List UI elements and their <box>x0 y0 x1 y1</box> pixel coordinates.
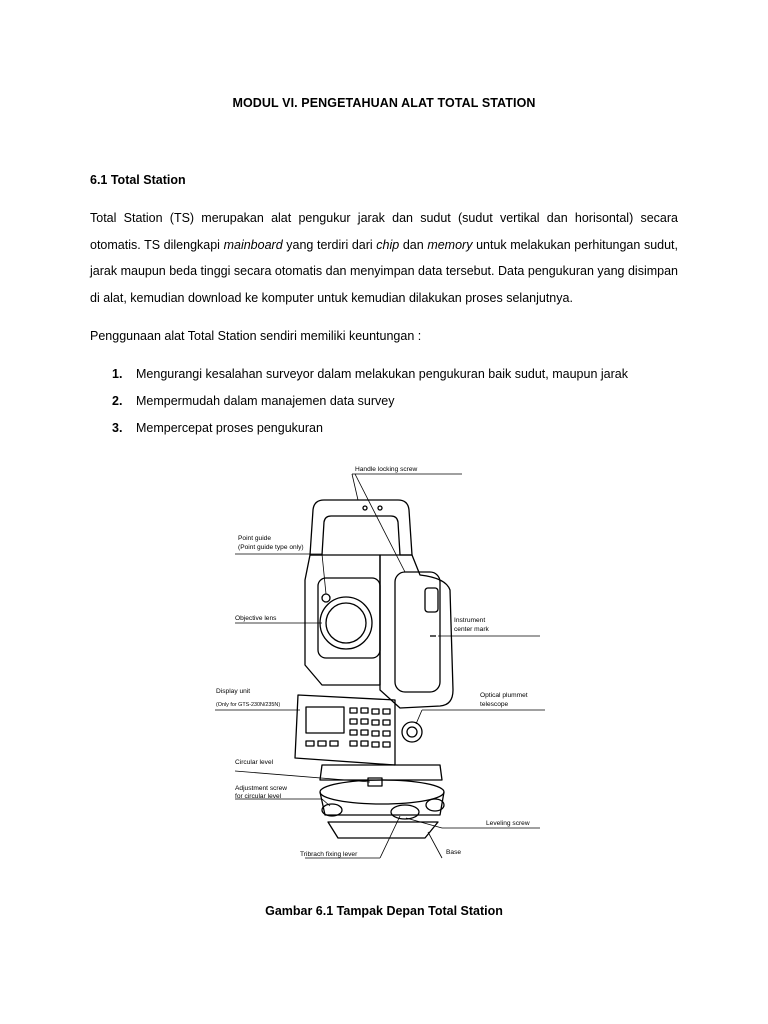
label-circular-level: Circular level <box>235 759 274 766</box>
label-point-guide: Point guide <box>238 535 271 542</box>
list-number: 2. <box>112 394 123 408</box>
list-text: Mengurangi kesalahan surveyor dalam melakukan pengukuran baik sudut, maupun jarak <box>136 367 628 381</box>
leveling-screw-front-shape <box>391 805 419 819</box>
label-objective-lens: Objective lens <box>235 615 277 622</box>
label-instrument-center-mark: Instrument <box>454 617 486 624</box>
optical-plummet-inner-shape <box>407 727 417 737</box>
advantages-lead: Penggunaan alat Total Station sendiri memiliki keuntungan : <box>90 329 422 343</box>
handle-shape <box>310 500 412 555</box>
intro-paragraph <box>90 205 678 311</box>
point-guide-shape <box>322 594 330 602</box>
label-handle-locking-screw: Handle locking screw <box>355 466 418 473</box>
advantages-list <box>112 366 628 447</box>
label-tribrach-fixing-lever: Tribrach fixing lever <box>300 851 358 858</box>
optical-plummet-shape <box>402 722 422 742</box>
list-item <box>112 420 628 447</box>
handle-screw-mark <box>378 506 382 510</box>
label-adjustment-screw: Adjustment screw <box>235 785 288 792</box>
list-text: Mempermudah dalam manajemen data survey <box>136 394 395 408</box>
right-standard-shape <box>380 555 453 708</box>
figure-caption: Gambar 6.1 Tampak Depan Total Station <box>265 904 503 918</box>
paragraph-text: Total Station (TS) merupakan alat pengukur jarak dan sudut (sudut vertikal dan horisontal) secara otomatis. TS dilengkapi <box>90 211 678 252</box>
label-leveling-screw: Leveling screw <box>486 820 530 827</box>
section-heading: 6.1 Total Station <box>90 173 186 187</box>
list-text: Mempercepat proses pengukuran <box>136 421 323 435</box>
left-standard-shape <box>305 555 380 685</box>
brand-badge-shape <box>425 588 438 612</box>
label-instrument-center-mark-2: center mark <box>454 626 489 633</box>
objective-lens-inner-shape <box>326 603 366 643</box>
label-display-unit: Display unit <box>216 688 251 695</box>
label-optical-plummet-2: telescope <box>480 701 509 708</box>
paragraph-emphasis: chip <box>376 237 400 252</box>
label-point-guide-note: (Point guide type only) <box>238 544 304 551</box>
circular-level-shape <box>368 778 382 786</box>
objective-lens-shape <box>320 597 372 649</box>
handle-screw-mark <box>363 506 367 510</box>
list-item <box>112 366 628 393</box>
label-optical-plummet: Optical plummet <box>480 692 528 699</box>
list-number: 1. <box>112 367 123 381</box>
list-item <box>112 393 628 420</box>
label-base: Base <box>446 849 462 856</box>
label-adjustment-screw-2: for circular level <box>235 793 282 800</box>
right-cover-shape <box>395 572 440 692</box>
document-title: MODUL VI. PENGETAHUAN ALAT TOTAL STATION <box>232 96 536 110</box>
base-plate-shape <box>328 822 438 838</box>
paragraph-text: untuk melakukan perhitungan sudut, jarak maupun beda tinggi secara otomatis dan menyimpan data tersebut. Data pengukuran yang disimpan di alat, kemudian download ke komputer untuk kemudian dilakukan proses selanjutnya. <box>90 237 678 305</box>
paragraph-emphasis: mainboard <box>223 237 283 252</box>
paragraph-text: yang terdiri dari <box>282 237 377 252</box>
label-display-unit-note: (Only for GTS-230N/235N) <box>216 702 281 708</box>
leveling-screw-left-shape <box>322 804 342 816</box>
display-unit-shape <box>295 695 395 765</box>
paragraph-text: dan <box>399 237 428 252</box>
list-number: 3. <box>112 421 123 435</box>
total-station-figure <box>210 460 550 865</box>
keypad-shape <box>306 708 390 747</box>
paragraph-emphasis: memory <box>427 237 473 252</box>
display-screen-shape <box>306 707 344 733</box>
